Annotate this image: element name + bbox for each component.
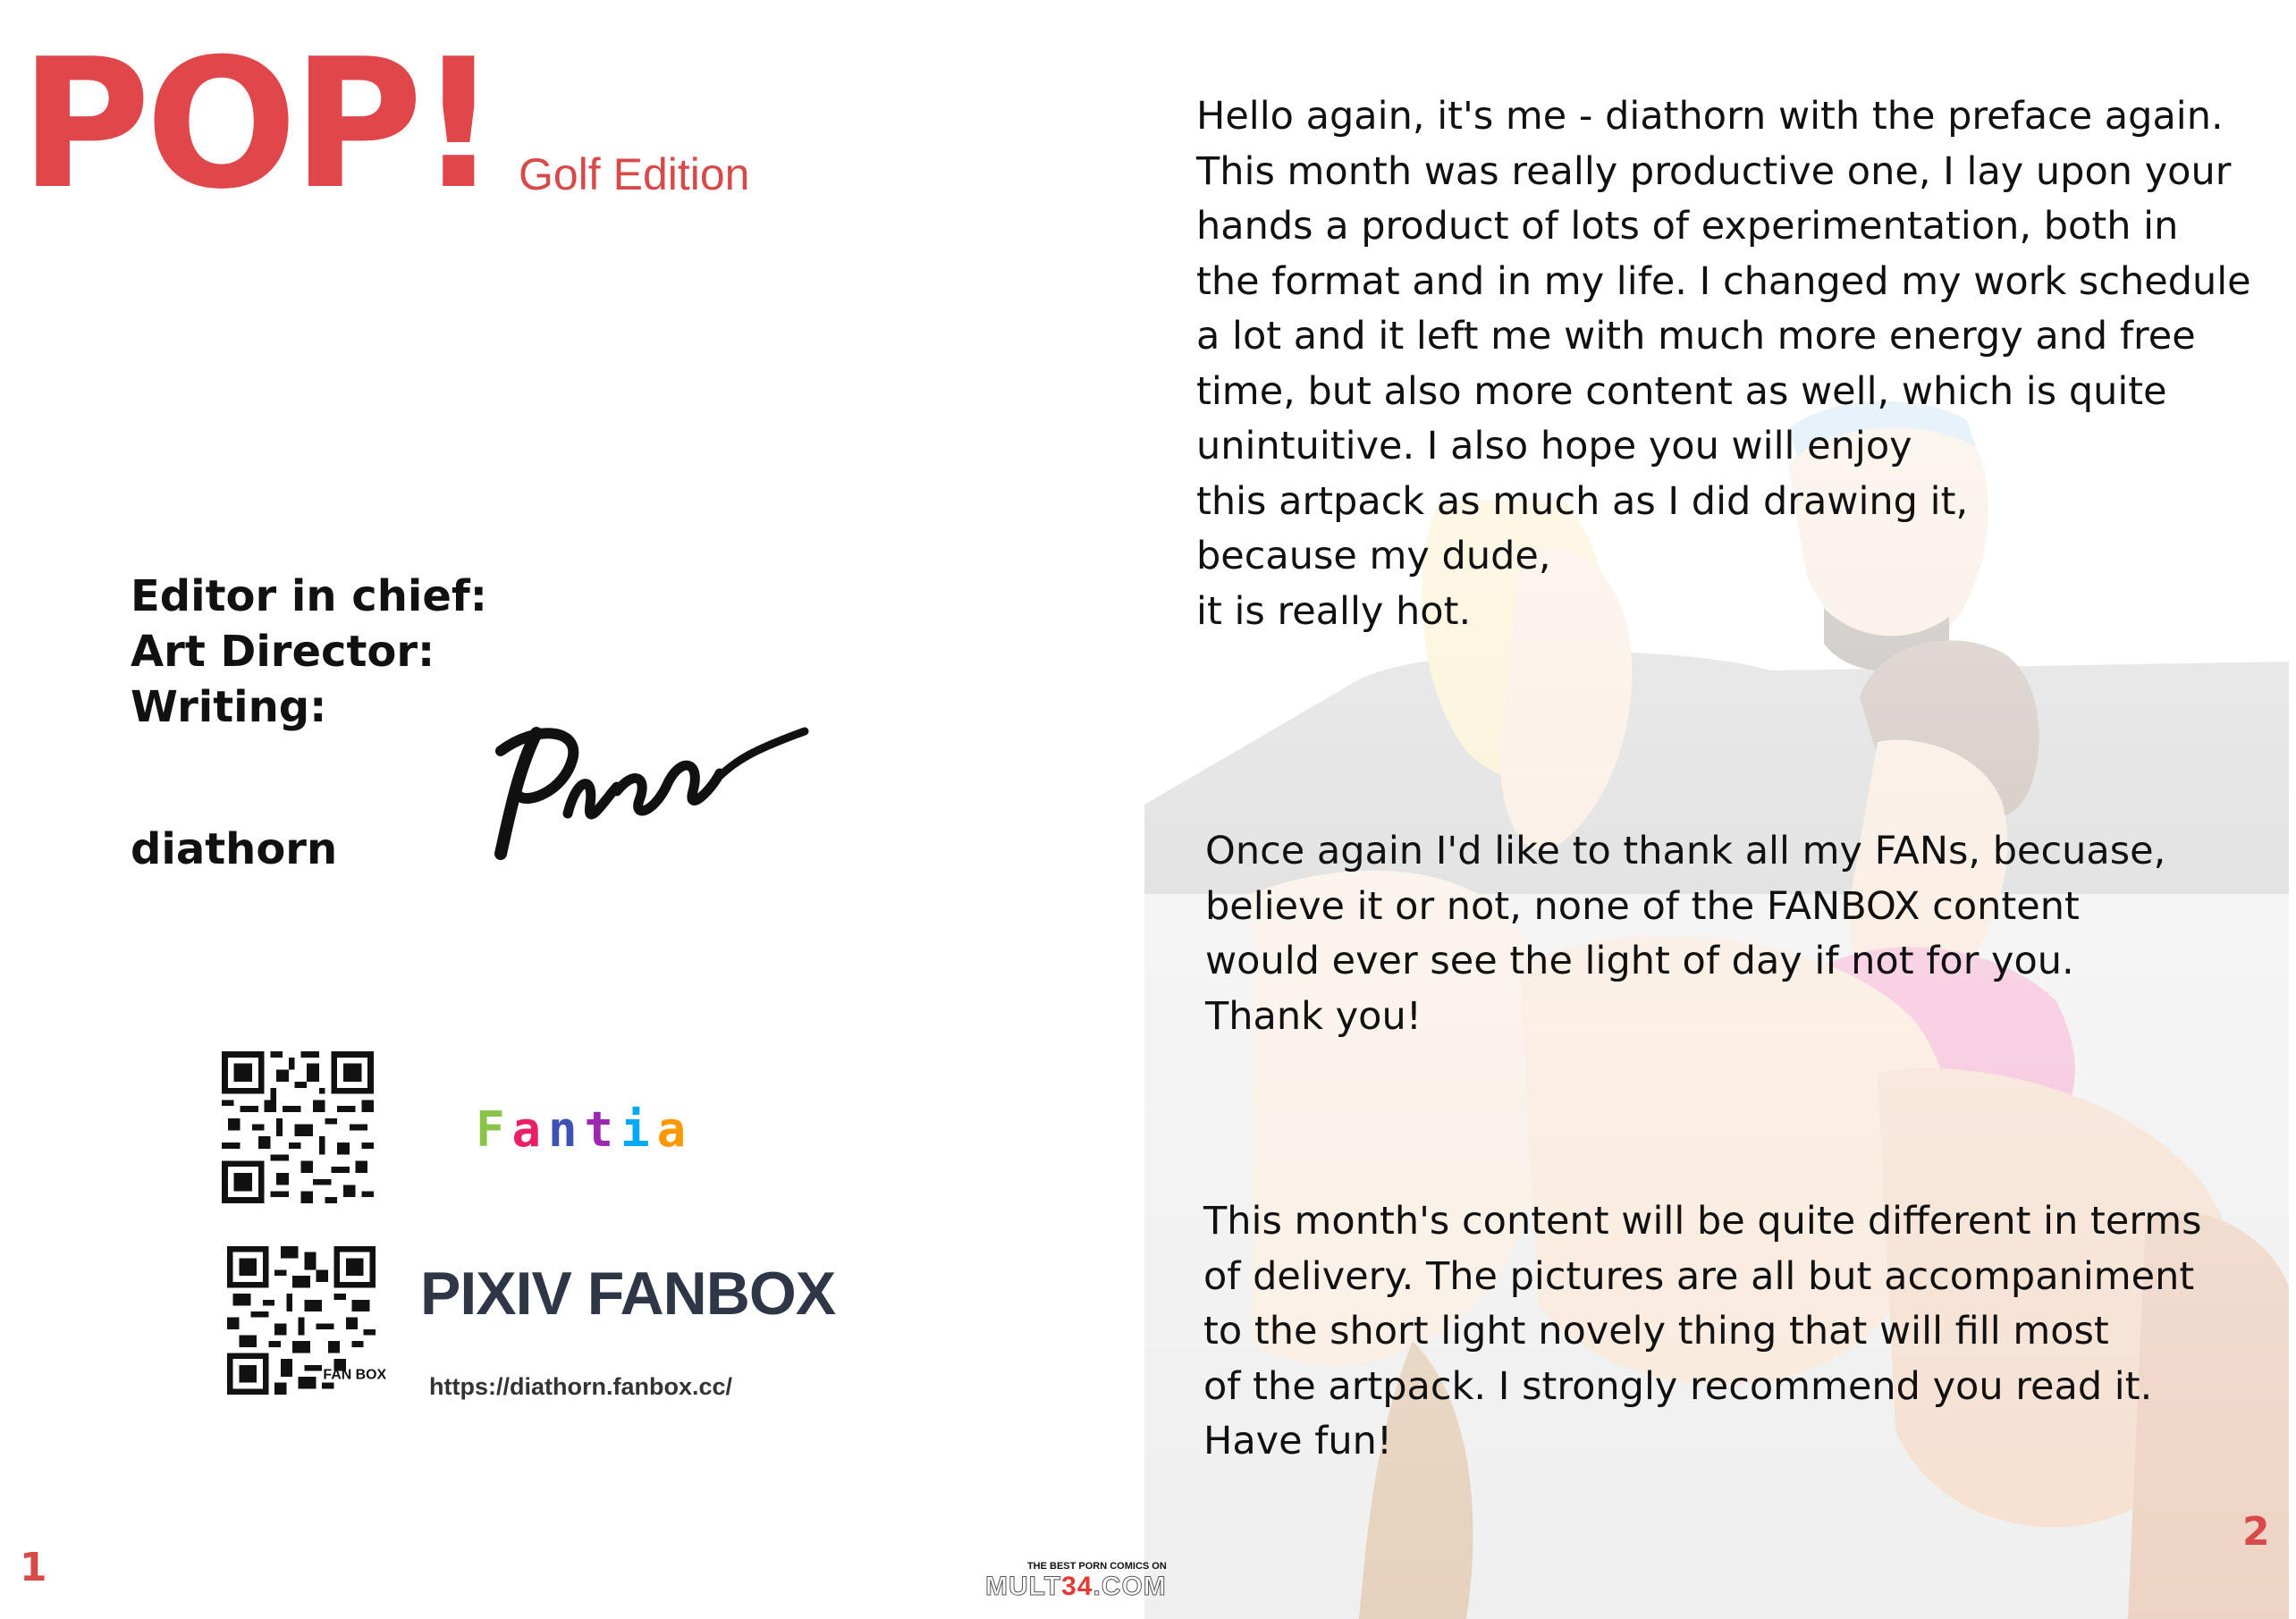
writing-label: Writing: <box>131 682 327 732</box>
editor-label: Editor in chief: <box>131 571 487 621</box>
watermark-part-a: MULT <box>985 1572 1062 1601</box>
fantia-letter: n <box>548 1101 585 1158</box>
fanbox-qr-code <box>227 1244 387 1396</box>
credits-block <box>131 569 487 735</box>
fanbox-url: https://diathorn.fanbox.cc/ <box>429 1373 733 1400</box>
preface-paragraph-3: This month's content will be quite different in terms of delivery. The pictures are all but accompaniment to the short light novely thing that will fill most of the artpack. I strongly recommend you read it. Have fun! <box>1203 1199 2202 1463</box>
fanbox-badge-text: FAN BOX <box>323 1367 387 1383</box>
watermark-part-b: 34 <box>1061 1572 1093 1601</box>
preface-paragraph-2: Once again I'd like to thank all my FANs, becuase, believe it or not, none of the FANBOX content would ever see the light of day if not for you. Thank you! <box>1205 829 2166 1039</box>
page-number-left: 1 <box>20 1545 47 1590</box>
pixiv-fanbox-logo: PIXIV FANBOX <box>420 1260 836 1328</box>
preface-paragraph-1: Hello again, it's me - diathorn with the preface again. This month was really productive one, I lay upon your hands a product of lots of experimentation, both in the format and in my life. I changed my work schedule a lot and it left me with much more energy and free time, but also more content as well, which is quite unintuitive. I also hope you will enjoy this artpack as much as I did drawing it, because my dude, it is really hot. <box>1196 94 2251 634</box>
fantia-letter: a <box>511 1101 549 1158</box>
watermark-logo <box>985 1572 1167 1602</box>
fantia-letter: a <box>656 1101 694 1158</box>
watermark-part-c: .COM <box>1093 1572 1167 1601</box>
fantia-letter: i <box>620 1101 657 1158</box>
signature-image <box>483 706 814 867</box>
right-page <box>1144 0 2289 1619</box>
fantia-letter: F <box>476 1101 512 1158</box>
magazine-logo: POP! <box>20 21 494 229</box>
author-name: diathorn <box>131 824 338 874</box>
watermark-tagline: THE BEST PORN COMICS ON <box>1026 1561 1167 1572</box>
fantia-logo <box>476 1101 693 1158</box>
fantia-letter: t <box>584 1101 621 1158</box>
page-number-right: 2 <box>2242 1509 2270 1555</box>
site-watermark <box>985 1561 1167 1602</box>
art-director-label: Art Director: <box>131 627 435 677</box>
left-page <box>0 0 1144 1619</box>
fantia-qr-code <box>222 1051 374 1203</box>
edition-subtitle: Golf Edition <box>519 149 750 199</box>
